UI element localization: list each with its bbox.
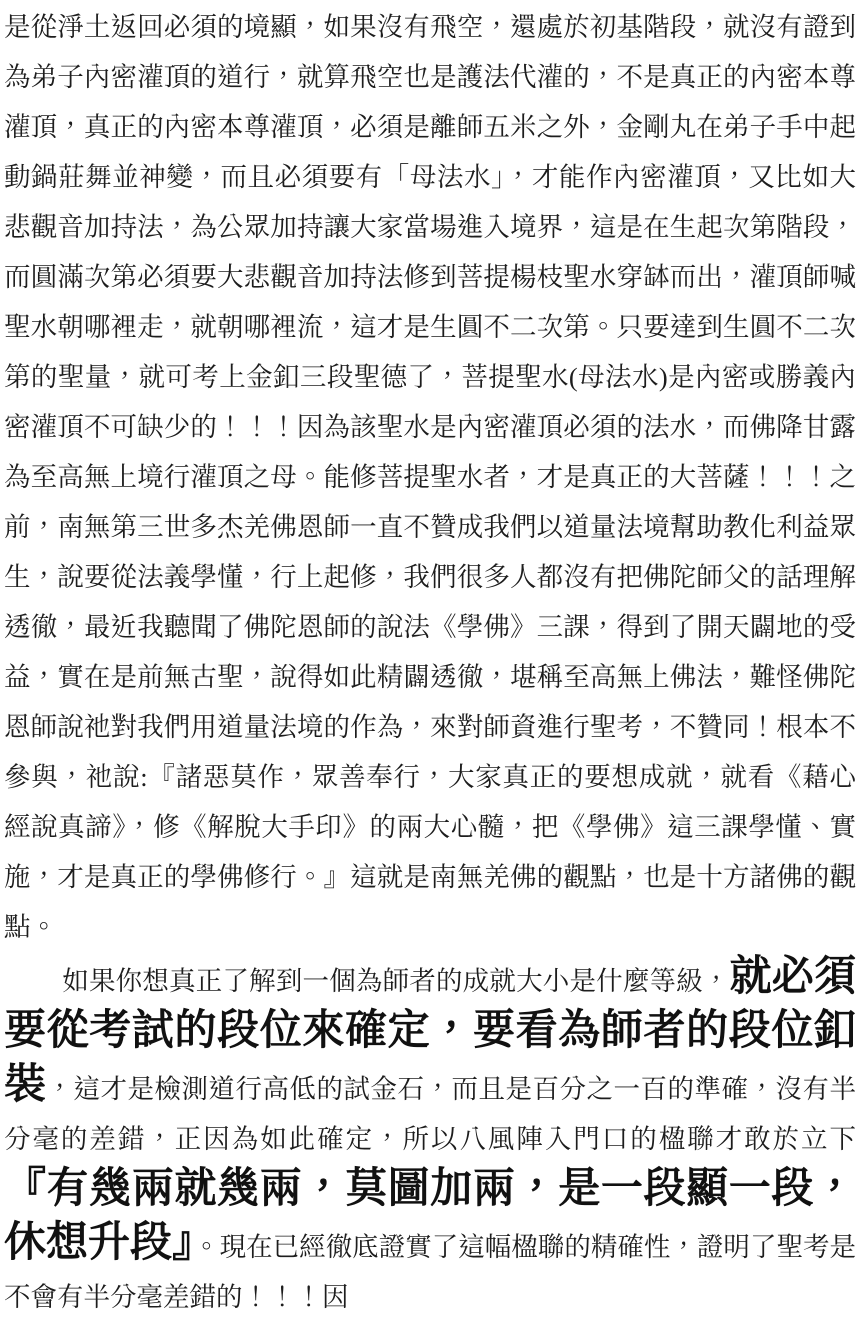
body-text: 。現在已經徹底證實了這幅楹聯的精確性，證明了聖考是不會有半分毫差錯的！！！因 (4, 1232, 856, 1312)
paragraph (4, 2, 856, 952)
emphasized-text: 『有幾兩就幾兩，莫圖加兩，是一段顯一段，休想升段』 (4, 1166, 856, 1266)
body-text: 如果你想真正了解到一個為師者的成就大小是什麼等級， (62, 966, 730, 996)
document-body (4, 2, 856, 1322)
emphasized-text: 就必須要從考試的段位來確定，要看為師者的段位釦裝 (4, 954, 856, 1108)
body-text: 是從淨土返回必須的境顯，如果沒有飛空，還處於初基階段，就沒有證到為弟子內密灌頂的道行，就算飛空也是護法代灌的，不是真正的內密本尊灌頂，真正的內密本尊灌頂，必須是離師五米之外，金剛丸在弟子手中起動鍋莊舞並神變，而且必須要有「母法水」，才能作內密灌頂，又比如大悲觀音加持法，為公眾加持讓大家當場進入境界，這是在生起次第階段，而圓滿次第必須要大悲觀音加持法修到菩提楊枝聖水穿缽而出，灌頂師喊聖水朝哪裡走，就朝哪裡流，這才是生圓不二次第。只要達到生圓不二次第的聖量，就可考上金釦三段聖德了，菩提聖水(母法水)是內密或勝義內密灌頂不可缺少的！！！因為該聖水是內密灌頂必須的法水，而佛降甘露為至高無上境行灌頂之母。能修菩提聖水者，才是真正的大菩薩！！！之前，南無第三世多杰羌佛恩師一直不贊成我們以道量法境幫助教化利益眾生，說要從法義學懂，行上起修，我們很多人都沒有把佛陀師父的話理解透徹，最近我聽聞了佛陀恩師的說法《學佛》三課，得到了開天闢地的受益，實在是前無古聖，說得如此精闢透徹，堪稱至高無上佛法，難怪佛陀恩師說祂對我們用道量法境的作為，來對師資進行聖考，不贊同！根本不參與，祂說:『諸惡莫作，眾善奉行，大家真正的要想成就，就看《藉心經說真諦》，修《解脫大手印》的兩大心髓，把《學佛》這三課學懂、實施，才是真正的學佛修行。』這就是南無羌佛的觀點，也是十方諸佛的觀點。 (4, 12, 856, 942)
paragraph (4, 952, 856, 1322)
body-text: ，這才是檢測道行高低的試金石，而且是百分之一百的準確，沒有半分毫的差錯，正因為如此確定，所以八風陣入門口的楹聯才敢於立下 (4, 1074, 856, 1154)
